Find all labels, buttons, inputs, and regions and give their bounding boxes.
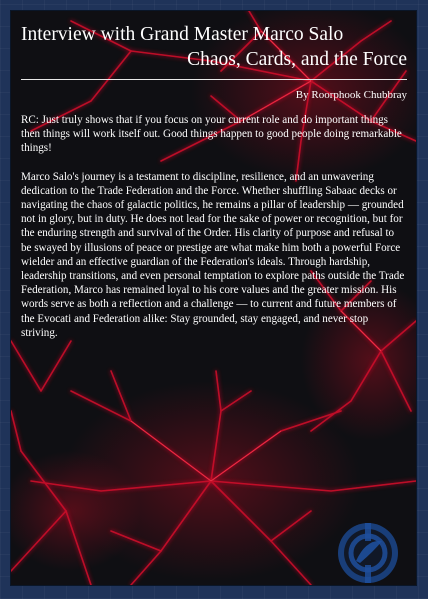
article-panel: [11, 11, 416, 585]
article-paragraph: Marco Salo's journey is a testament to discipline, resilience, and an unwavering dedication to the Trade Federation and the Force. Whether shuffling Sabaac decks or navigating the chaos of galactic politics, he remains a pillar of leadership — grounded not in glory, but in duty. He does not lead for the sake of power or recognition, but for the enduring strength and survival of the Order. His clarity of purpose and refusal to be swayed by illusions of peace or prestige are what make him both a powerful Force wielder and an effective guardian of the Federation's ideals. Through hardship, leadership transitions, and even personal temptation to explore paths outside the Trade Federation, Marco has remained loyal to his core values and the greater mission. His words serve as both a reflection and a challenge — to current and future members of the Evocati and Federation alike: Stay grounded, stay engaged, and never stop striving.: [21, 170, 405, 339]
title-divider: [21, 79, 407, 80]
article-title: Interview with Grand Master Marco Salo: [21, 24, 344, 45]
article-paragraph: RC: Just truly shows that if you focus on your current role and do important things then things will work itself out. Good things happen to good people doing remarkable things!: [21, 114, 402, 155]
article-subtitle: Chaos, Cards, and the Force: [187, 49, 407, 70]
article-byline: By Roorphook Chubbray: [295, 89, 407, 101]
federation-emblem-icon: [336, 521, 400, 585]
article-content: [21, 17, 407, 340]
